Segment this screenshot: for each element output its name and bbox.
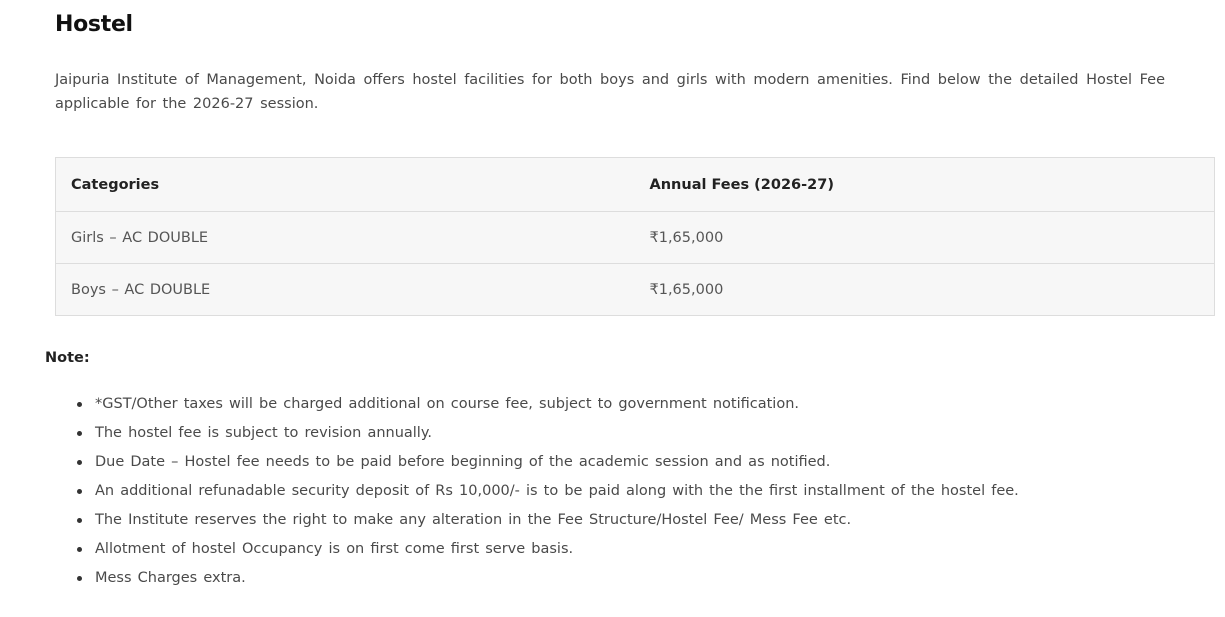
fee-cell: ₹1,65,000 — [635, 264, 1215, 316]
list-item: Due Date – Hostel fee needs to be paid before beginning of the academic session and as notified. — [76, 451, 1019, 480]
list-item: *GST/Other taxes will be charged additional on course fee, subject to government notification. — [76, 393, 1019, 422]
list-item: The Institute reserves the right to make any alteration in the Fee Structure/Hostel Fee/ Mess Fee etc. — [76, 509, 1019, 538]
list-item: An additional refunadable security deposit of Rs 10,000/- is to be paid along with the the first installment of the hostel fee. — [76, 480, 1019, 509]
hostel-fee-table — [55, 157, 1215, 316]
intro-paragraph: Jaipuria Institute of Management, Noida offers hostel facilities for both boys and girls with modern amenities. Find below the detailed Hostel Fee applicable for the 2026-27 session. — [55, 72, 1165, 112]
list-item: Allotment of hostel Occupancy is on first come first serve basis. — [76, 538, 1019, 567]
note-heading: Note: — [45, 350, 90, 366]
table-row — [56, 212, 1215, 264]
fee-cell: ₹1,65,000 — [635, 212, 1215, 264]
page-title: Hostel — [55, 12, 133, 37]
category-cell: Girls – AC DOUBLE — [56, 212, 635, 264]
header-categories: Categories — [56, 158, 635, 212]
notes-list — [76, 393, 1019, 596]
list-item: Mess Charges extra. — [76, 567, 1019, 596]
header-annual-fees: Annual Fees (2026-27) — [635, 158, 1215, 212]
table-header-row — [56, 158, 1215, 212]
table-row — [56, 264, 1215, 316]
category-cell: Boys – AC DOUBLE — [56, 264, 635, 316]
list-item: The hostel fee is subject to revision annually. — [76, 422, 1019, 451]
